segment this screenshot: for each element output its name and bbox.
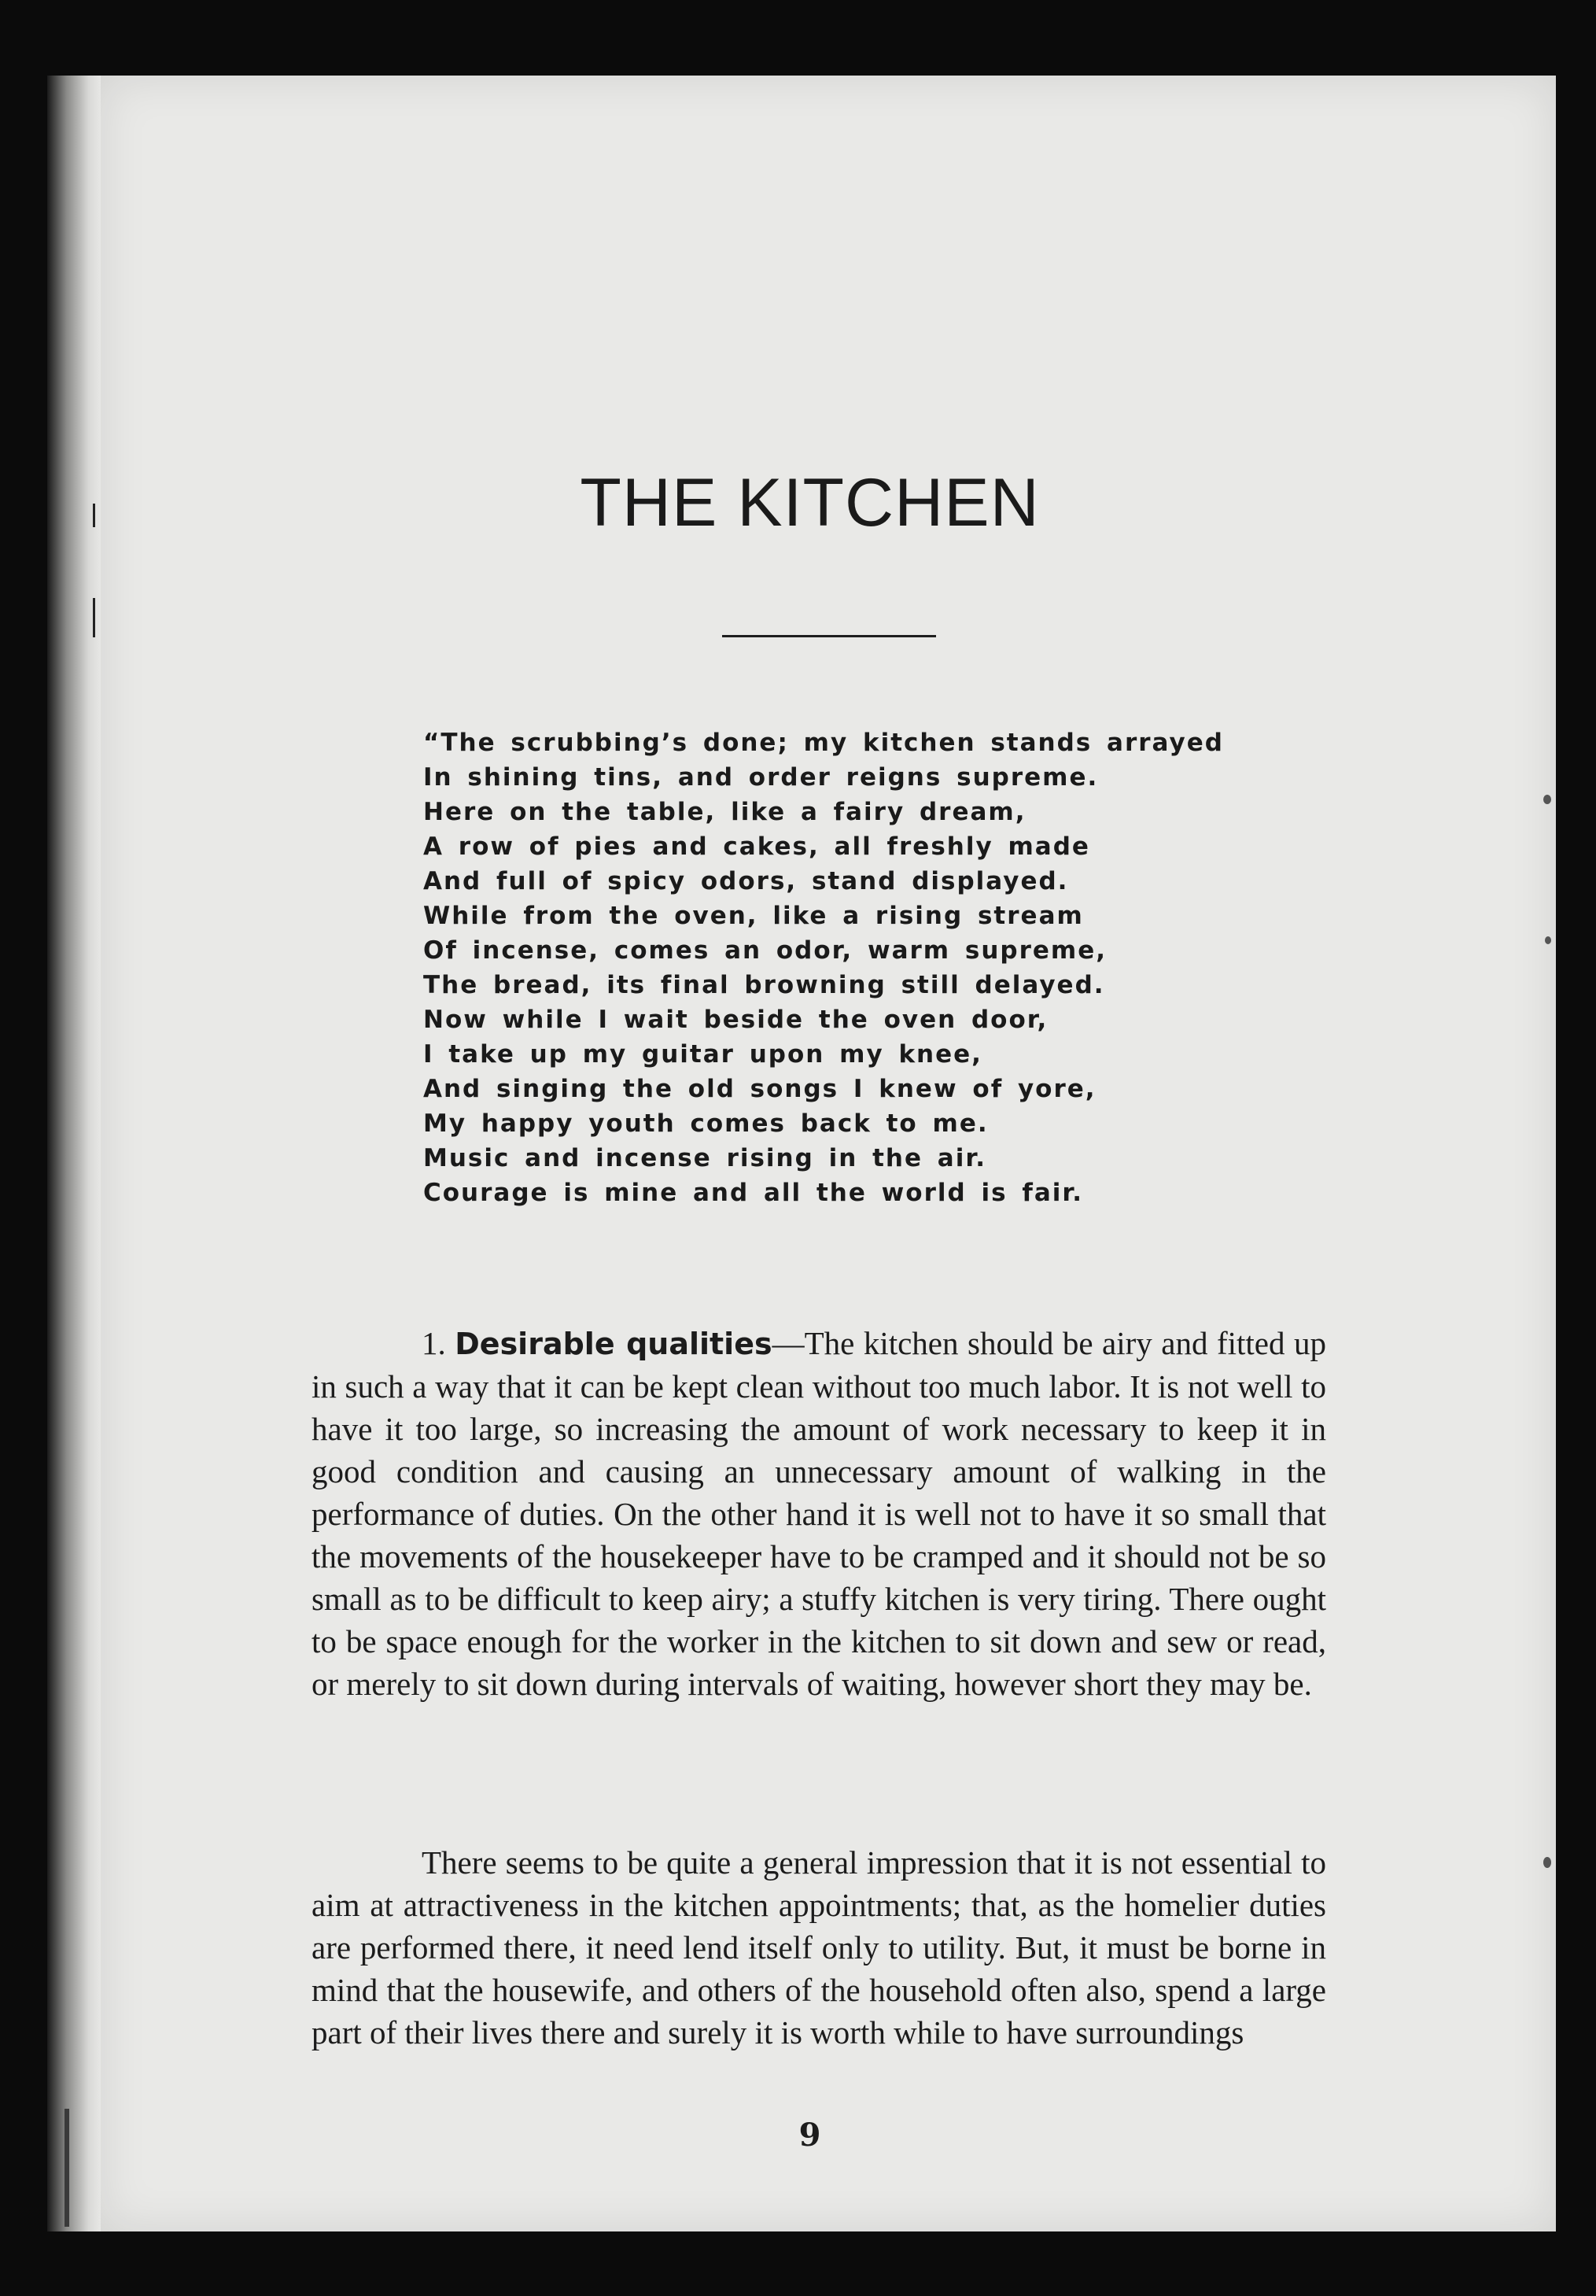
poem-line: Now while I wait beside the oven door, <box>423 1006 1049 1034</box>
poem-line: And singing the old songs I knew of yore, <box>423 1075 1097 1103</box>
page-number: 9 <box>798 2117 821 2154</box>
section-number: 1. <box>422 1325 446 1361</box>
scan-speck <box>1543 795 1551 804</box>
section-body-text: The kitchen should be airy and fitted up in such a way that it can be kept clean without too much labor. It is not well to have it too large, so increasing the amount of work necessary to keep it in good condition and causing an unnecessary amount of walking in the performance of duties. On the other hand it is well not to have it so small that the movements of the housekeeper have to be cramped and it should not be so small as to be difficult to keep airy; a stuffy kitchen is very tiring. There ought to be space enough for the worker in the kitchen to sit down and sew or read, or merely to sit down during intervals of waiting, however short they may be. <box>311 1325 1326 1702</box>
poem-line: Here on the table, like a fairy dream, <box>423 798 1027 826</box>
spine-mark <box>93 598 95 637</box>
body-paragraph: There seems to be quite a general impression that it is not essential to aim at attractiveness in the kitchen appointments; that, as the homelier duties are performed there, it need lend itself only to utility. But, it must be borne in mind that the housewife, and others of the household often also, spend a large part of their lives there and surely it is worth while to have surroundings <box>311 1844 1326 2051</box>
chapter-title: THE KITCHEN <box>580 465 1040 541</box>
scan-speck <box>1545 936 1551 944</box>
poem-line: The bread, its final browning still delayed. <box>423 971 1105 999</box>
poem-line: I take up my guitar upon my knee, <box>423 1040 982 1069</box>
poem-line: A row of pies and cakes, all freshly made <box>423 832 1090 861</box>
heading-dash: — <box>772 1325 805 1361</box>
poem-line: Music and incense rising in the air. <box>423 1144 986 1172</box>
poem-line: “The scrubbing’s done; my kitchen stands arrayed <box>423 729 1224 757</box>
epigraph-poem <box>423 725 1288 1210</box>
scan-speck <box>1543 1857 1551 1868</box>
poem-line: And full of spicy odors, stand displayed. <box>423 867 1069 895</box>
poem-line: Of incense, comes an odor, warm supreme, <box>423 936 1108 965</box>
section-heading: Desirable qualities <box>455 1327 772 1361</box>
poem-line: Courage is mine and all the world is fair. <box>423 1179 1084 1207</box>
page-gutter-shadow <box>47 76 102 2231</box>
section-desirable-qualities <box>311 1322 1326 1705</box>
poem-line: While from the oven, like a rising stream <box>423 902 1084 930</box>
poem-line: My happy youth comes back to me. <box>423 1109 989 1138</box>
poem-line: In shining tins, and order reigns supreme. <box>423 763 1099 792</box>
title-rule <box>722 635 936 637</box>
